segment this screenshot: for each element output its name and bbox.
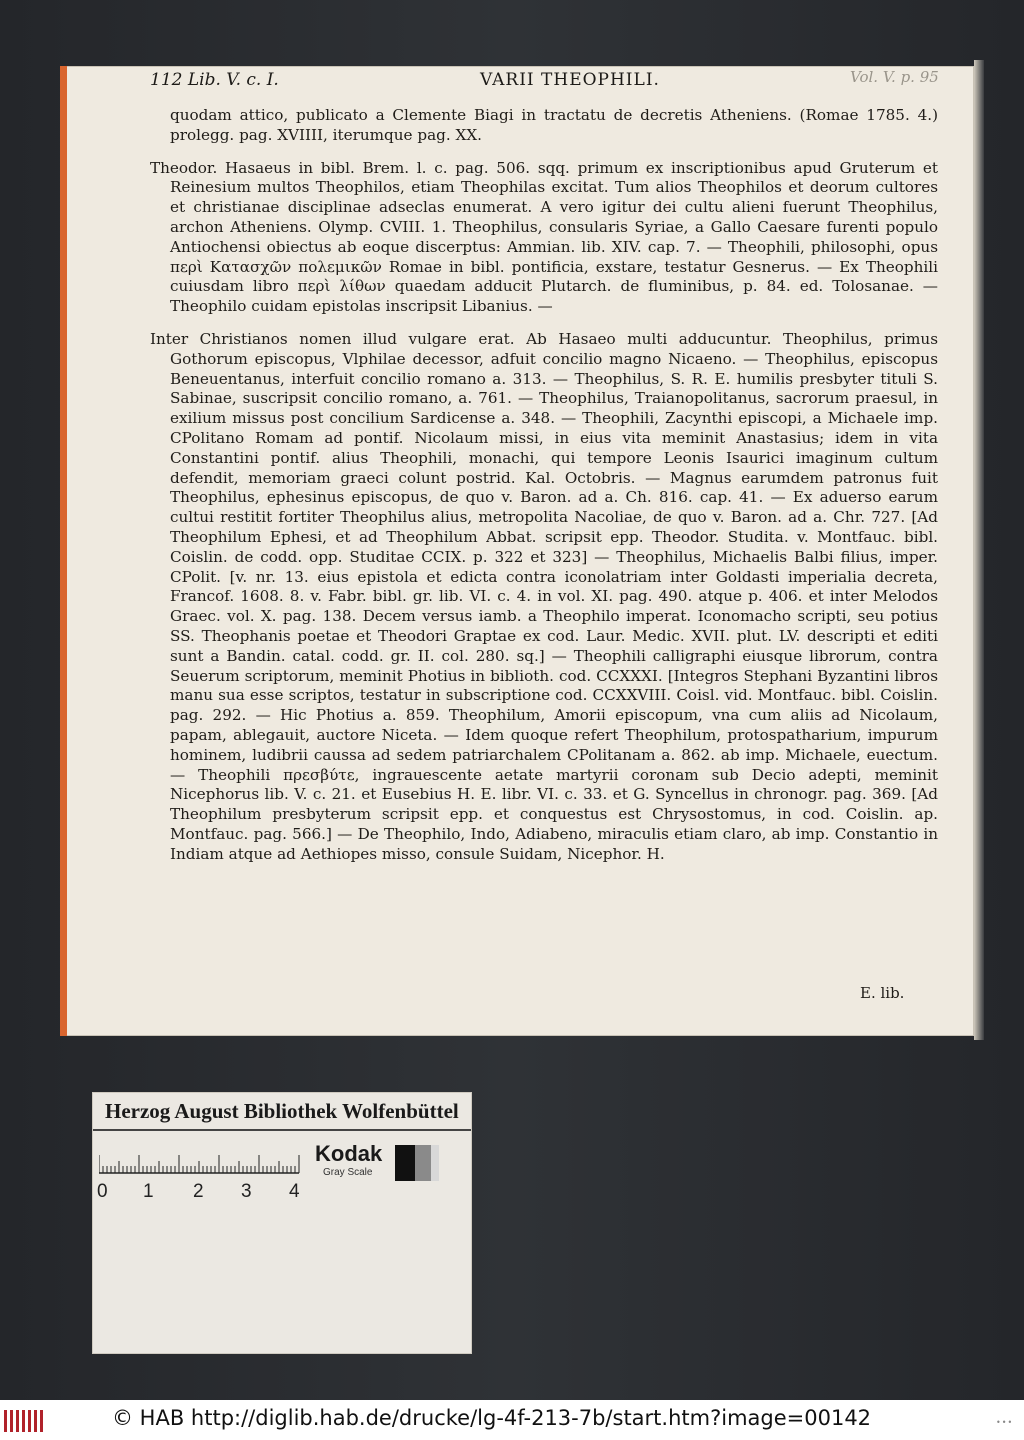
paragraph-christianos: Inter Christianos nomen illud vulgare erat. Ab Hasaeo multi adducuntur. Theophilus, primus Gothorum episcopus, Vlphilae decessor, adfuit concilio magno Nicaeno. — Theophilus, episcopus Beneuentanus, interfuit concilio romano a. 313. — Theophilus, S. R. E. humilis presbyter tituli S. Sabinae, suscripsit concilio romano, a. 761. — Theophilus, Traianopolitanus, sacrorum praesul, in exilium missus post concilium Sardicense a. 348. — Theophili, Zacynthi episcopi, a Michaele imp. CPolitano Romam ad pontif. Nicolaum missi, in eius vita meminit Anastasius; idem in vita Constantini pontif. alius Theophili, monachi, qui tempore Leonis Isaurici imaginum cultum defendit, memoriam graeci colunt postrid. Kal. Octobris. — Magnus earumdem patronus fuit Theophilus, ephesinus episcopus, de quo v. Baron. ad a. Ch. 816. cap. 41. — Ex aduerso earum cultui restitit fortiter Theophilus alius, metropolita Nacoliae, de quo v. Baron. ad a. Chr. 727. [Ad Theophilum Ephesi, et ad Theophilum Abbat. scripsit epp. Theodor. Studita. v. Montfauc. bibl. Coislin. de codd. opp. Studitae CCIX. p. 322 et 323] — Theophilus, Michaelis Balbi filius, imper. CPolit. [v. nr. 13. eius epistola et edicta contra iconolatriam inter Goldasti imperialia decreta, Francof. 1608. 8. v. Fabr. bibl. gr. lib. VI. c. 4. in vol. XI. pag. 490. atque p. 406. et inter Melodos Graec. vol. X. pag. 138. Decem versus iamb. a Theophilo imperat. Iconomacho scripti, seu potius SS. Theophanis poetae et Theodori Graptae ex cod. Laur. Medic. XVII. plut. LV. descripti et editi sunt a Bandin. catal. codd. gr. II. col. 280. sq.] — Theophili calligraphi eiusque librorum, contra Seuerum scriptorum, meminit Photius in biblioth. cod. CCXXXI. [Integros Stephani Byzantini libros manu sua esse scriptos, testatur in subscriptione cod. CCXXVIII. Coisl. vid. Montfauc. bibl. Coislin. pag. 292. — Hic Photius a. 859. Theophilum, Amorii episcopum, vna cum aliis ad Nicolaum, papam, ablegauit, auctore Niceta. — Idem quoque refert Theophilum, protospatharium, impurum hominem, ludibrii caussa ad sedem patriarchalem CPolitanam a. 862. ab imp. Michaele, euectum. — Theophili πρεσβύτε, ingrauescente aetate martyrii coronam sub Decio adepti, meminit Nicephorus lib. V. c. 21. et Eusebius H. E. libr. VI. c. 33. et G. Syncellus in chronogr. pag. 369. [Ad Theophilum presbyterum scripsit epp. et conquestus est Chrysostomus, in cod. Coislin. ap. Montfauc. pag. 566.] — De Theophilo, Indo, Adiabeno, miraculis etiam claro, ab imp. Constantio in Indiam atque ad Aethiopes misso, consule Suidam, Nicephor. H. — [150, 329, 938, 863]
copyright-url: © HAB http://diglib.hab.de/drucke/lg-4f-213-7b/start.htm?image=00142 — [112, 1406, 872, 1430]
running-head — [150, 70, 970, 100]
ruler-number: 1 — [143, 1181, 154, 1202]
paragraph-continuation: quodam attico, publicato a Clemente Biagi in tractatu de decretis Atheniens. (Romae 1785. 4.) prolegg. pag. XVIIII, iterumque pag. XX. — [170, 106, 938, 144]
ruler-numbers — [97, 1181, 317, 1203]
body-text — [150, 106, 938, 877]
page-title: VARII THEOPHILI. — [480, 70, 660, 90]
ruler-number: 2 — [193, 1181, 204, 1202]
page-edge — [60, 66, 67, 1036]
gray-patch-black — [395, 1145, 415, 1181]
catchword: E. lib. — [860, 984, 905, 1002]
kodak-brand: Kodak — [315, 1141, 383, 1166]
library-name: Herzog August Bibliothek Wolfenbüttel — [105, 1099, 459, 1123]
ruler-scale-icon — [99, 1143, 309, 1179]
ruler-number: 3 — [241, 1181, 252, 1202]
footer-bar — [0, 1400, 1024, 1440]
ruler-number: 4 — [289, 1181, 300, 1202]
binding-shadow — [974, 60, 984, 1040]
gray-scale-label: Gray Scale — [323, 1167, 373, 1178]
footer-dots-icon: ••• — [996, 1418, 1014, 1427]
paragraph-hasaeus: Theodor. Hasaeus in bibl. Brem. l. c. pag. 506. sqq. primum ex inscriptionibus apud Gruterum et Reinesium multos Theophilos, etiam Theophilas excitat. Tum alios Theophilos et deorum cultores et christianae disciplinae adseclas enumerat. A vero igitur dei cultu alieni fuerunt Theophilus, archon Atheniens. Olymp. CVIII. 1. Theophilus, consularis Syriae, a Gallo Caesare furenti populo Antiochensi obiectus ab eoque discerptus: Ammian. lib. XIV. cap. 7. — Theophili, philosophi, opus περὶ Κατασχῶν πολεμικῶν Romae in bibl. pontificia, exstare, testatur Gesnerus. — Ex Theophili cuiusdam libro περὶ λίθων quaedam adducit Plutarch. de fluminibus, p. 84. ed. Tolosanae. — Theophilo cuidam epistolas inscripsit Libanius. — — [150, 158, 938, 316]
hab-logo-icon — [4, 1406, 48, 1436]
page-reference: 112 Lib. V. c. I. — [150, 70, 279, 90]
card-divider — [93, 1129, 471, 1131]
gray-patch-light — [431, 1145, 439, 1181]
color-target-card — [92, 1092, 472, 1354]
ruler-number: 0 — [97, 1181, 108, 1202]
gray-patch-mid — [415, 1145, 431, 1181]
bleed-through-text: Vol. V. p. 95 — [850, 68, 939, 86]
